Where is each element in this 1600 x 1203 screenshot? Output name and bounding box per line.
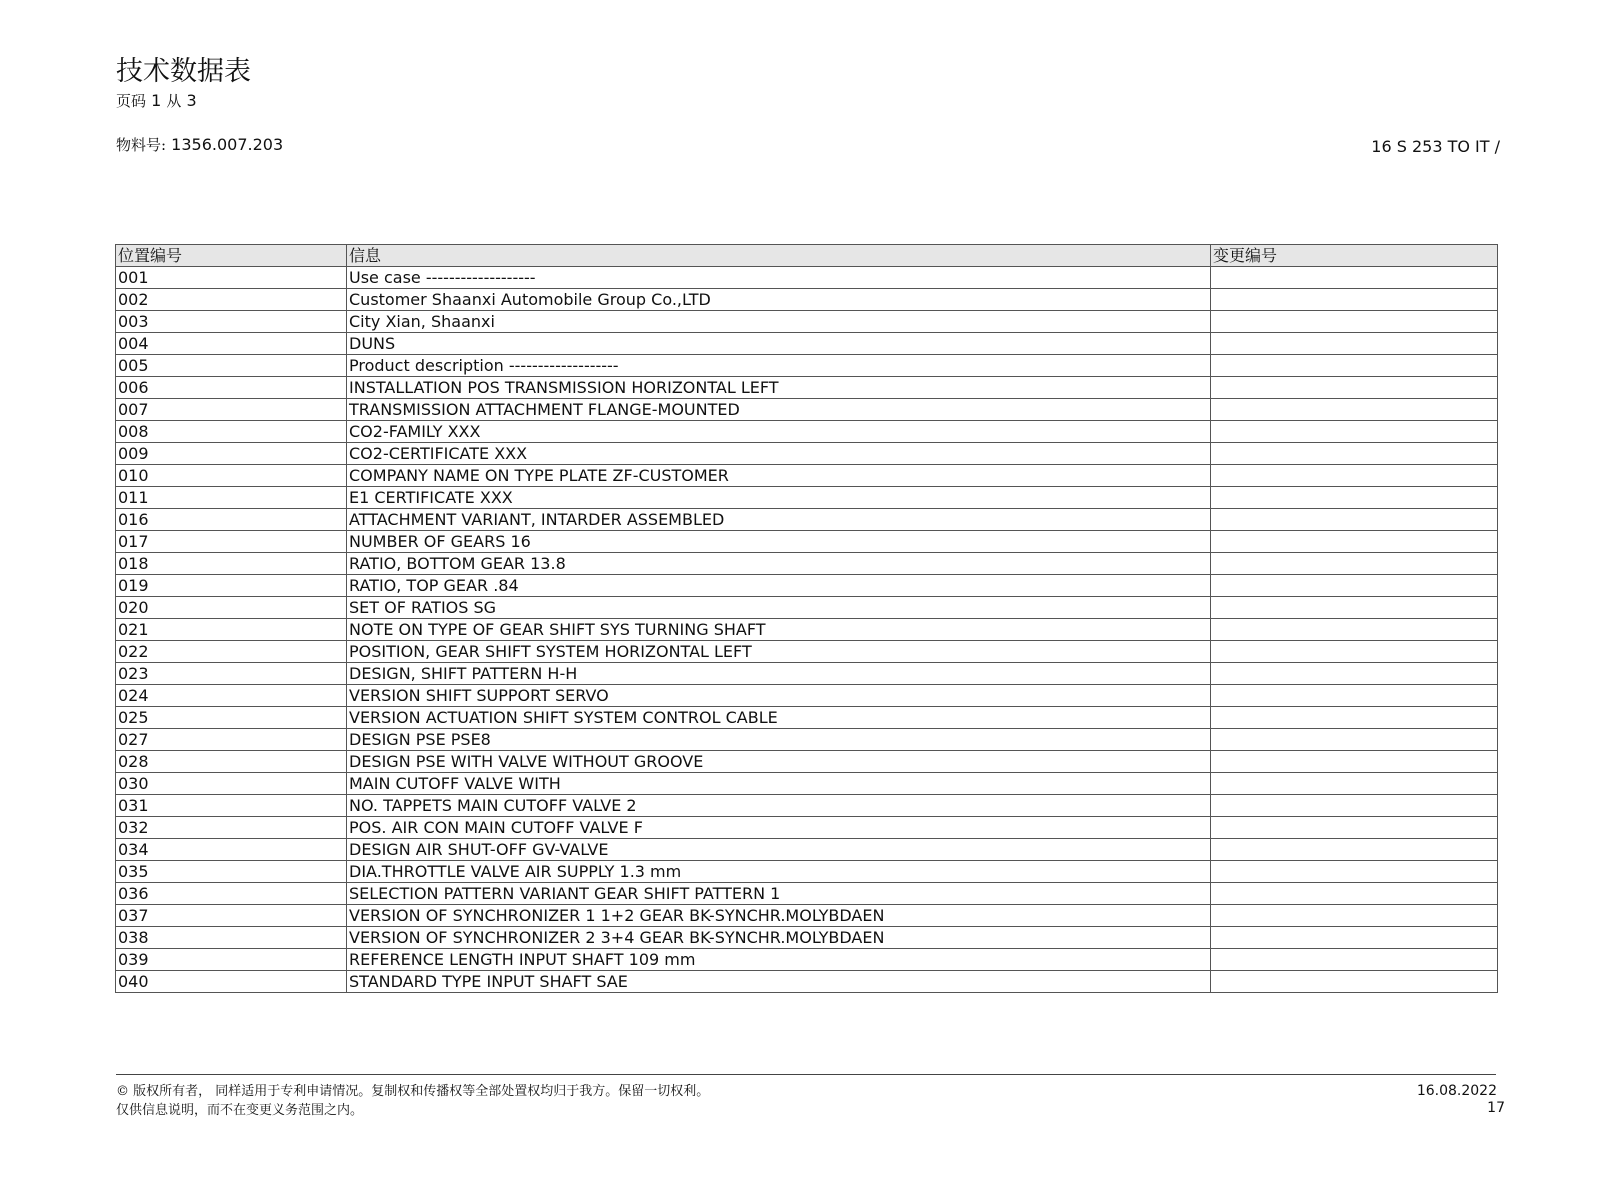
- cell-info: VERSION OF SYNCHRONIZER 1 1+2 GEAR BK-SYNCHR.MOLYBDAEN: [347, 905, 1211, 927]
- cell-position: 006: [116, 377, 347, 399]
- material-label: 物料号:: [116, 136, 167, 154]
- table-header-row: [116, 245, 1498, 267]
- cell-change: [1211, 487, 1498, 509]
- page-current: 1: [151, 91, 162, 110]
- cell-change: [1211, 641, 1498, 663]
- cell-position: 032: [116, 817, 347, 839]
- table-row: [116, 861, 1498, 883]
- cell-position: 037: [116, 905, 347, 927]
- cell-position: 007: [116, 399, 347, 421]
- cell-change: [1211, 355, 1498, 377]
- cell-position: 010: [116, 465, 347, 487]
- table-row: [116, 839, 1498, 861]
- cell-info: DESIGN PSE PSE8: [347, 729, 1211, 751]
- cell-info: E1 CERTIFICATE XXX: [347, 487, 1211, 509]
- cell-position: 034: [116, 839, 347, 861]
- table-row: [116, 443, 1498, 465]
- copyright-line-2: 仅供信息说明，而不在变更义务范围之内。: [116, 1103, 364, 1118]
- cell-change: [1211, 377, 1498, 399]
- page-prefix: 页码: [116, 92, 147, 110]
- table-row: [116, 729, 1498, 751]
- cell-position: 025: [116, 707, 347, 729]
- cell-info: TRANSMISSION ATTACHMENT FLANGE-MOUNTED: [347, 399, 1211, 421]
- cell-position: 008: [116, 421, 347, 443]
- cell-change: [1211, 311, 1498, 333]
- cell-position: 002: [116, 289, 347, 311]
- cell-position: 003: [116, 311, 347, 333]
- table-row: [116, 619, 1498, 641]
- cell-change: [1211, 707, 1498, 729]
- cell-change: [1211, 465, 1498, 487]
- cell-position: 005: [116, 355, 347, 377]
- cell-position: 019: [116, 575, 347, 597]
- header-info: 信息: [347, 245, 1211, 267]
- cell-info: NO. TAPPETS MAIN CUTOFF VALVE 2: [347, 795, 1211, 817]
- cell-info: DESIGN AIR SHUT-OFF GV-VALVE: [347, 839, 1211, 861]
- table-row: [116, 597, 1498, 619]
- cell-info: DIA.THROTTLE VALVE AIR SUPPLY 1.3 mm: [347, 861, 1211, 883]
- cell-change: [1211, 267, 1498, 289]
- table-row: [116, 311, 1498, 333]
- cell-info: VERSION ACTUATION SHIFT SYSTEM CONTROL CABLE: [347, 707, 1211, 729]
- cell-position: 027: [116, 729, 347, 751]
- cell-change: [1211, 949, 1498, 971]
- cell-change: [1211, 861, 1498, 883]
- table-row: [116, 531, 1498, 553]
- technical-data-table: [115, 244, 1498, 993]
- table-row: [116, 971, 1498, 993]
- material-number: 1356.007.203: [171, 135, 284, 154]
- cell-info: City Xian, Shaanxi: [347, 311, 1211, 333]
- table-row: [116, 487, 1498, 509]
- table-row: [116, 685, 1498, 707]
- table-row: [116, 817, 1498, 839]
- cell-change: [1211, 333, 1498, 355]
- cell-change: [1211, 553, 1498, 575]
- cell-position: 011: [116, 487, 347, 509]
- cell-info: RATIO, TOP GEAR .84: [347, 575, 1211, 597]
- cell-info: SELECTION PATTERN VARIANT GEAR SHIFT PATTERN 1: [347, 883, 1211, 905]
- cell-change: [1211, 619, 1498, 641]
- cell-change: [1211, 509, 1498, 531]
- cell-position: 036: [116, 883, 347, 905]
- table-row: [116, 421, 1498, 443]
- table-row: [116, 795, 1498, 817]
- table-row: [116, 773, 1498, 795]
- cell-position: 038: [116, 927, 347, 949]
- cell-info: COMPANY NAME ON TYPE PLATE ZF-CUSTOMER: [347, 465, 1211, 487]
- table-row: [116, 707, 1498, 729]
- cell-info: STANDARD TYPE INPUT SHAFT SAE: [347, 971, 1211, 993]
- table-row: [116, 377, 1498, 399]
- cell-info: Use case -------------------: [347, 267, 1211, 289]
- cell-info: NOTE ON TYPE OF GEAR SHIFT SYS TURNING SHAFT: [347, 619, 1211, 641]
- cell-change: [1211, 971, 1498, 993]
- cell-change: [1211, 685, 1498, 707]
- page-indicator: [116, 90, 197, 112]
- cell-info: POSITION, GEAR SHIFT SYSTEM HORIZONTAL LEFT: [347, 641, 1211, 663]
- cell-info: Customer Shaanxi Automobile Group Co.,LTD: [347, 289, 1211, 311]
- cell-info: SET OF RATIOS SG: [347, 597, 1211, 619]
- header-change: 变更编号: [1211, 245, 1498, 267]
- cell-info: CO2-CERTIFICATE XXX: [347, 443, 1211, 465]
- copyright-notice: [116, 1082, 709, 1120]
- cell-change: [1211, 883, 1498, 905]
- cell-info: RATIO, BOTTOM GEAR 13.8: [347, 553, 1211, 575]
- cell-position: 004: [116, 333, 347, 355]
- cell-position: 031: [116, 795, 347, 817]
- table-row: [116, 905, 1498, 927]
- table-row: [116, 575, 1498, 597]
- cell-change: [1211, 443, 1498, 465]
- cell-position: 022: [116, 641, 347, 663]
- table-body: [116, 267, 1498, 993]
- cell-change: [1211, 905, 1498, 927]
- cell-position: 040: [116, 971, 347, 993]
- table-row: [116, 333, 1498, 355]
- cell-change: [1211, 817, 1498, 839]
- cell-info: MAIN CUTOFF VALVE WITH: [347, 773, 1211, 795]
- cell-change: [1211, 575, 1498, 597]
- cell-info: DESIGN PSE WITH VALVE WITHOUT GROOVE: [347, 751, 1211, 773]
- cell-position: 016: [116, 509, 347, 531]
- cell-info: ATTACHMENT VARIANT, INTARDER ASSEMBLED: [347, 509, 1211, 531]
- cell-info: Product description -------------------: [347, 355, 1211, 377]
- cell-info: INSTALLATION POS TRANSMISSION HORIZONTAL LEFT: [347, 377, 1211, 399]
- table-row: [116, 267, 1498, 289]
- cell-change: [1211, 663, 1498, 685]
- cell-info: DESIGN, SHIFT PATTERN H-H: [347, 663, 1211, 685]
- table-row: [116, 553, 1498, 575]
- cell-position: 023: [116, 663, 347, 685]
- cell-info: REFERENCE LENGTH INPUT SHAFT 109 mm: [347, 949, 1211, 971]
- cell-position: 024: [116, 685, 347, 707]
- table-row: [116, 883, 1498, 905]
- table-row: [116, 289, 1498, 311]
- cell-position: 028: [116, 751, 347, 773]
- cell-change: [1211, 531, 1498, 553]
- footer-page-number: 17: [1487, 1100, 1505, 1116]
- header-position: 位置编号: [116, 245, 347, 267]
- page-total: 3: [186, 91, 197, 110]
- cell-position: 009: [116, 443, 347, 465]
- copyright-line-1: © 版权所有者， 同样适用于专利申请情况。复制权和传播权等全部处置权均归于我方。保留一切权利。: [116, 1084, 710, 1099]
- footer-divider: [116, 1074, 1496, 1075]
- table-row: [116, 751, 1498, 773]
- cell-position: 001: [116, 267, 347, 289]
- product-designation: 16 S 253 TO IT /: [1371, 137, 1500, 156]
- cell-position: 021: [116, 619, 347, 641]
- cell-position: 018: [116, 553, 347, 575]
- cell-change: [1211, 795, 1498, 817]
- cell-position: 030: [116, 773, 347, 795]
- cell-info: CO2-FAMILY XXX: [347, 421, 1211, 443]
- cell-change: [1211, 289, 1498, 311]
- table-row: [116, 927, 1498, 949]
- cell-position: 020: [116, 597, 347, 619]
- cell-position: 017: [116, 531, 347, 553]
- material-number-line: [116, 134, 283, 156]
- table-row: [116, 465, 1498, 487]
- cell-change: [1211, 421, 1498, 443]
- cell-info: VERSION OF SYNCHRONIZER 2 3+4 GEAR BK-SYNCHR.MOLYBDAEN: [347, 927, 1211, 949]
- table-row: [116, 949, 1498, 971]
- table-row: [116, 663, 1498, 685]
- cell-info: VERSION SHIFT SUPPORT SERVO: [347, 685, 1211, 707]
- table-row: [116, 641, 1498, 663]
- document-title: 技术数据表: [116, 56, 251, 87]
- table-row: [116, 355, 1498, 377]
- table-row: [116, 399, 1498, 421]
- table-row: [116, 509, 1498, 531]
- cell-change: [1211, 839, 1498, 861]
- cell-position: 039: [116, 949, 347, 971]
- cell-info: POS. AIR CON MAIN CUTOFF VALVE F: [347, 817, 1211, 839]
- footer-date: 16.08.2022: [1416, 1083, 1497, 1099]
- cell-change: [1211, 597, 1498, 619]
- cell-change: [1211, 751, 1498, 773]
- cell-position: 035: [116, 861, 347, 883]
- cell-change: [1211, 927, 1498, 949]
- cell-change: [1211, 399, 1498, 421]
- page-separator: 从: [166, 92, 182, 110]
- cell-change: [1211, 729, 1498, 751]
- cell-change: [1211, 773, 1498, 795]
- cell-info: DUNS: [347, 333, 1211, 355]
- cell-info: NUMBER OF GEARS 16: [347, 531, 1211, 553]
